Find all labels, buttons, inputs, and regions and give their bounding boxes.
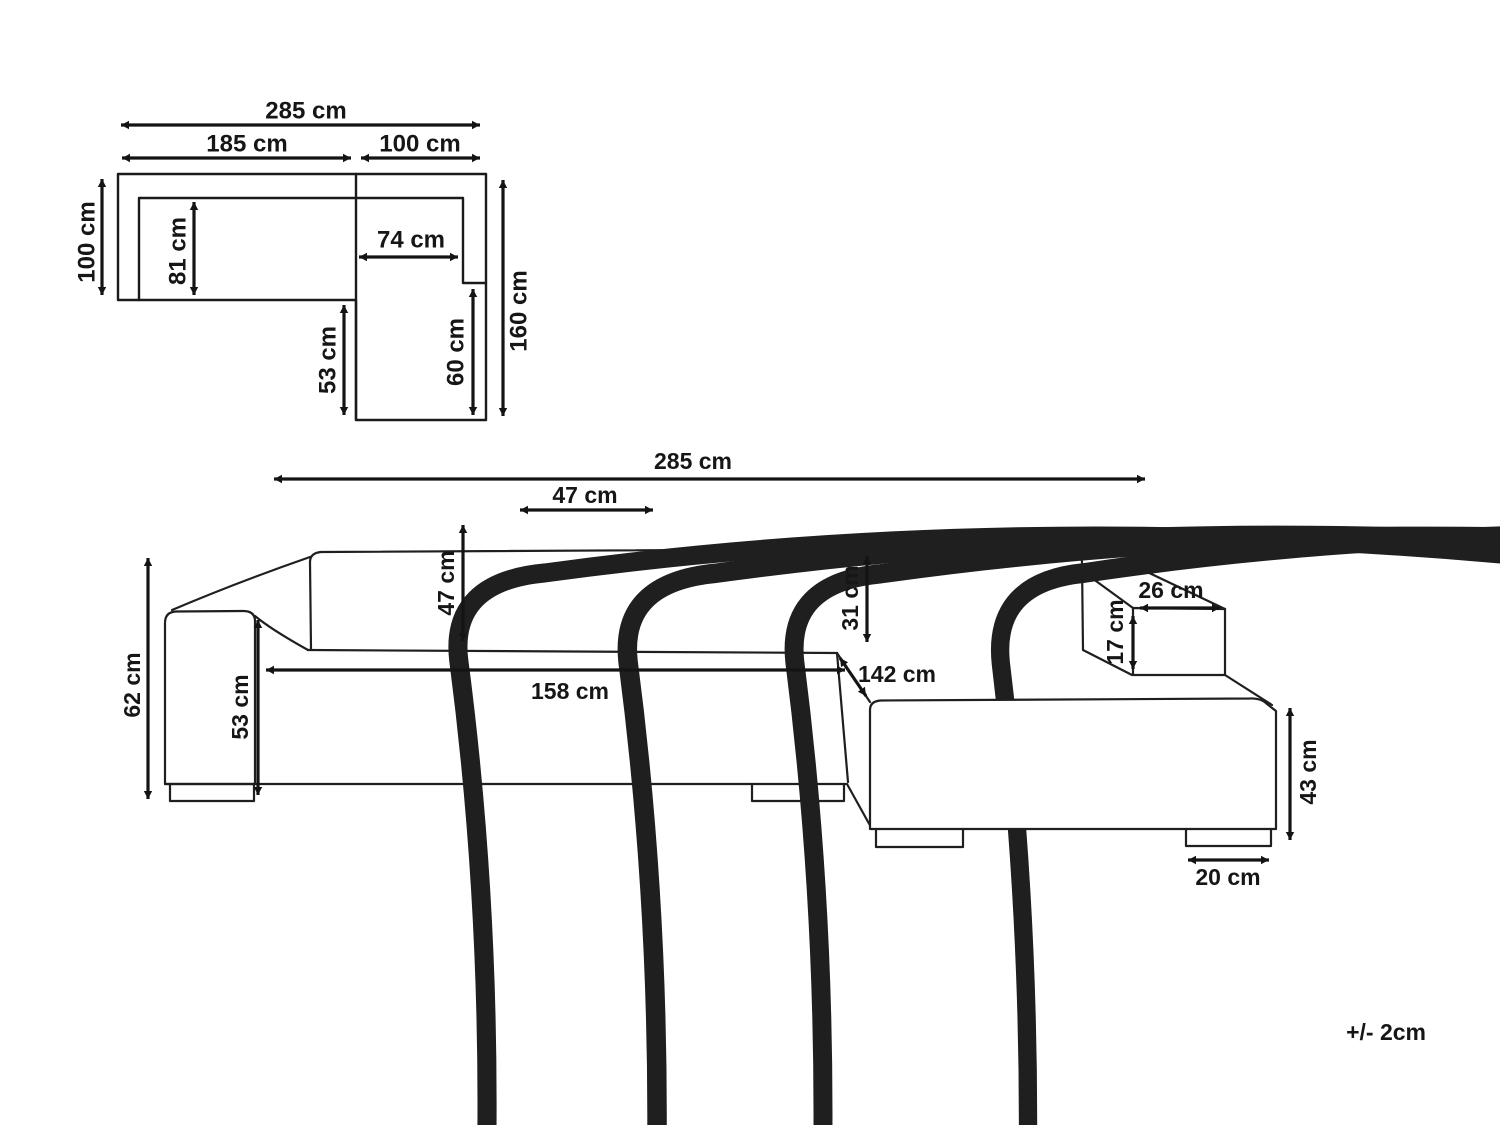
plan-dim-right-section-width (361, 131, 480, 159)
front-dim-total-width (274, 448, 1145, 479)
front-dim-armrest-top-width-label: 26 cm (1138, 577, 1204, 603)
front-dim-cushion-width-label: 47 cm (552, 482, 618, 508)
center-front-leg (752, 784, 844, 801)
plan-view (74, 98, 533, 421)
front-dim-backrest-above-seat (837, 556, 867, 642)
front-dim-leg-inset-width-label: 20 cm (1195, 864, 1261, 890)
body-chaise-transition-edge (847, 784, 872, 829)
front-dim-seat-height-label: 53 cm (227, 674, 253, 740)
front-dim-leg-inset-width (1188, 860, 1269, 890)
front-dim-total-width-label: 285 cm (653, 448, 733, 474)
plan-dim-total-width (121, 98, 480, 126)
front-dim-armrest-height-label: 62 cm (119, 652, 145, 718)
plan-dim-chaise-total-length-label: 160 cm (505, 270, 533, 352)
front-dim-cushion-height-label: 47 cm (433, 550, 459, 616)
front-dim-chaise-depth-label: 142 cm (857, 661, 937, 687)
plan-dim-left-section-width-label: 185 cm (206, 130, 288, 158)
plan-dim-left-section-width (122, 131, 351, 159)
chaise-right-leg (1186, 829, 1271, 846)
front-dim-backrest-above-seat-label: 31 cm (837, 565, 863, 631)
front-dim-armrest-above-seat (1102, 599, 1133, 669)
front-dim-chaise-depth (840, 658, 936, 696)
front-dim-seat-width-label: 158 cm (530, 678, 610, 704)
right-armrest-front-face (1133, 608, 1225, 675)
plan-outer-outline (118, 174, 486, 420)
plan-dim-chaise-inner-length-label: 60 cm (442, 317, 470, 387)
plan-dim-left-depth (74, 179, 103, 295)
plan-dim-chaise-inner-width (359, 227, 458, 258)
plan-dim-left-depth-label: 100 cm (73, 201, 101, 283)
seat-front-edge (308, 650, 837, 653)
left-front-leg (170, 784, 254, 801)
front-dim-armrest-height (119, 558, 148, 799)
front-dim-chaise-side-height-label: 43 cm (1295, 739, 1321, 805)
chaise-front-face (870, 698, 1276, 829)
front-dim-seat-width (266, 670, 845, 704)
main-body-right-edge (837, 653, 848, 782)
front-dim-cushion-width (520, 482, 653, 510)
tolerance-note: +/- 2cm (1346, 1019, 1426, 1045)
plan-dim-chaise-extension-label: 53 cm (314, 325, 342, 395)
front-dim-armrest-above-seat-label: 17 cm (1102, 599, 1128, 665)
plan-dim-seat-depth (165, 202, 195, 295)
plan-dim-total-width-label: 285 cm (265, 97, 347, 125)
plan-dim-chaise-extension (315, 305, 345, 415)
plan-dim-chaise-total-length (503, 180, 533, 416)
chaise-left-leg (876, 829, 963, 847)
plan-dim-seat-depth-label: 81 cm (164, 216, 192, 286)
left-armrest-top-edge (172, 557, 310, 610)
left-armrest-inner-edge (255, 616, 308, 650)
plan-dim-right-section-width-label: 100 cm (379, 130, 461, 158)
front-dim-chaise-side-height (1290, 708, 1321, 840)
plan-dim-chaise-inner-length (443, 289, 474, 415)
front-view (119, 448, 1500, 1125)
plan-dim-chaise-inner-width-label: 74 cm (376, 226, 446, 254)
